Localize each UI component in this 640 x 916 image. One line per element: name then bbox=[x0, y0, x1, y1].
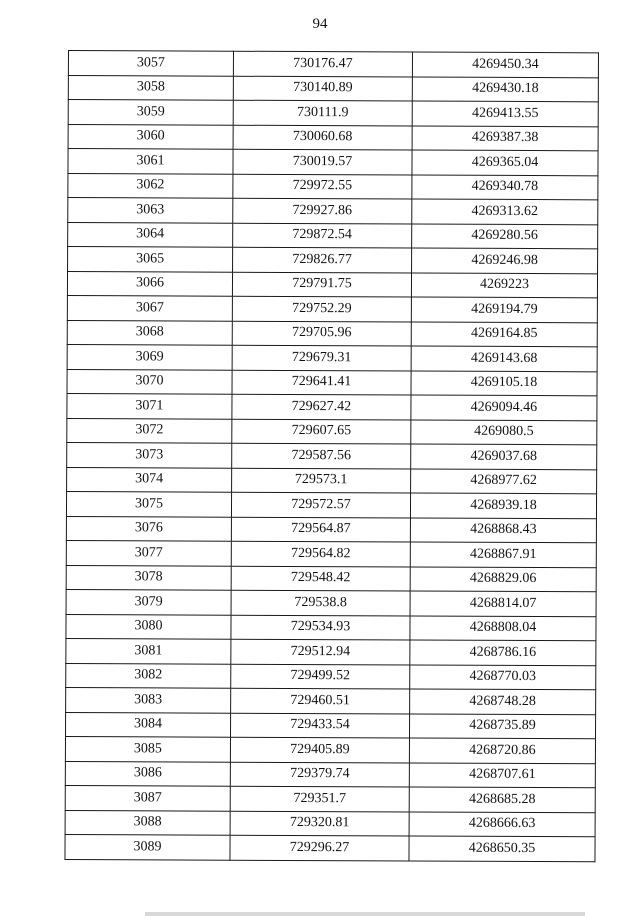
y-coordinate-cell: 4269387.38 bbox=[412, 126, 598, 151]
y-coordinate-cell: 4268650.35 bbox=[409, 836, 595, 861]
x-coordinate-cell: 730111.9 bbox=[233, 100, 412, 125]
table-row bbox=[66, 589, 596, 616]
point-number-cell: 3086 bbox=[65, 761, 230, 786]
x-coordinate-cell: 729564.82 bbox=[231, 541, 410, 566]
table-row bbox=[67, 295, 597, 322]
x-coordinate-cell: 730019.57 bbox=[233, 149, 412, 174]
y-coordinate-cell: 4269430.18 bbox=[412, 77, 598, 102]
page-number: 94 bbox=[312, 16, 328, 32]
point-number-cell: 3077 bbox=[66, 540, 231, 565]
point-number-cell: 3087 bbox=[65, 785, 230, 810]
table-row bbox=[68, 149, 598, 176]
table-row bbox=[66, 663, 596, 690]
point-number-cell: 3082 bbox=[66, 663, 231, 688]
table-row bbox=[65, 810, 595, 837]
x-coordinate-cell: 730060.68 bbox=[233, 125, 412, 150]
y-coordinate-cell: 4269080.5 bbox=[411, 419, 597, 444]
point-number-cell: 3070 bbox=[67, 369, 232, 394]
table-row bbox=[67, 467, 597, 494]
x-coordinate-cell: 729564.87 bbox=[231, 517, 410, 542]
point-number-cell: 3072 bbox=[67, 418, 232, 443]
y-coordinate-cell: 4268720.86 bbox=[409, 738, 595, 763]
y-coordinate-cell: 4269094.46 bbox=[411, 395, 597, 420]
point-number-cell: 3089 bbox=[65, 834, 230, 859]
table-row bbox=[65, 761, 595, 788]
x-coordinate-cell: 729705.96 bbox=[232, 321, 411, 346]
table-row bbox=[68, 75, 598, 102]
point-number-cell: 3064 bbox=[68, 222, 233, 247]
point-number-cell: 3067 bbox=[67, 295, 232, 320]
table-row bbox=[66, 540, 596, 567]
y-coordinate-cell: 4269365.04 bbox=[412, 150, 598, 175]
coordinates-table bbox=[64, 50, 599, 862]
table-row bbox=[66, 491, 596, 518]
point-number-cell: 3084 bbox=[66, 712, 231, 737]
x-coordinate-cell: 729872.54 bbox=[233, 223, 412, 248]
point-number-cell: 3081 bbox=[66, 638, 231, 663]
point-number-cell: 3063 bbox=[68, 198, 233, 223]
x-coordinate-cell: 729927.86 bbox=[233, 198, 412, 223]
x-coordinate-cell: 729679.31 bbox=[232, 345, 411, 370]
y-coordinate-cell: 4269413.55 bbox=[412, 101, 598, 126]
point-number-cell: 3061 bbox=[68, 149, 233, 174]
point-number-cell: 3058 bbox=[68, 75, 233, 100]
y-coordinate-cell: 4268707.61 bbox=[409, 762, 595, 787]
point-number-cell: 3057 bbox=[68, 51, 233, 76]
x-coordinate-cell: 729405.89 bbox=[230, 737, 409, 762]
x-coordinate-cell: 729351.7 bbox=[230, 786, 409, 811]
y-coordinate-cell: 4268814.07 bbox=[410, 591, 596, 616]
table-row bbox=[68, 100, 598, 127]
x-coordinate-cell: 730140.89 bbox=[233, 76, 412, 101]
x-coordinate-cell: 729972.55 bbox=[233, 174, 412, 199]
x-coordinate-cell: 729607.65 bbox=[232, 419, 411, 444]
point-number-cell: 3085 bbox=[65, 736, 230, 761]
point-number-cell: 3080 bbox=[66, 614, 231, 639]
y-coordinate-cell: 4269340.78 bbox=[412, 175, 598, 200]
y-coordinate-cell: 4269194.79 bbox=[411, 297, 597, 322]
x-coordinate-cell: 729572.57 bbox=[231, 492, 410, 517]
x-coordinate-cell: 729791.75 bbox=[232, 272, 411, 297]
table-row bbox=[68, 51, 598, 78]
point-number-cell: 3065 bbox=[68, 247, 233, 272]
y-coordinate-cell: 4268868.43 bbox=[410, 517, 596, 542]
table-row bbox=[68, 124, 598, 151]
y-coordinate-cell: 4268977.62 bbox=[411, 468, 597, 493]
table-row bbox=[66, 565, 596, 592]
y-coordinate-cell: 4268829.06 bbox=[410, 566, 596, 591]
y-coordinate-cell: 4269280.56 bbox=[412, 224, 598, 249]
y-coordinate-cell: 4269450.34 bbox=[412, 52, 598, 77]
x-coordinate-cell: 729826.77 bbox=[233, 247, 412, 272]
table-row bbox=[68, 198, 598, 225]
y-coordinate-cell: 4268666.63 bbox=[409, 811, 595, 836]
point-number-cell: 3088 bbox=[65, 810, 230, 835]
table-row bbox=[66, 638, 596, 665]
y-coordinate-cell: 4269246.98 bbox=[412, 248, 598, 273]
y-coordinate-cell: 4269313.62 bbox=[412, 199, 598, 224]
point-number-cell: 3062 bbox=[68, 173, 233, 198]
point-number-cell: 3060 bbox=[68, 124, 233, 149]
x-coordinate-cell: 729573.1 bbox=[232, 468, 411, 493]
table-row bbox=[68, 173, 598, 200]
table-row bbox=[66, 712, 596, 739]
x-coordinate-cell: 729499.52 bbox=[231, 664, 410, 689]
y-coordinate-cell: 4268808.04 bbox=[410, 615, 596, 640]
x-coordinate-cell: 729641.41 bbox=[232, 370, 411, 395]
table-row bbox=[67, 271, 597, 298]
x-coordinate-cell: 729627.42 bbox=[232, 394, 411, 419]
y-coordinate-cell: 4269143.68 bbox=[411, 346, 597, 371]
table-row bbox=[65, 834, 595, 861]
table-row bbox=[67, 369, 597, 396]
x-coordinate-cell: 729379.74 bbox=[230, 762, 409, 787]
point-number-cell: 3076 bbox=[66, 516, 231, 541]
point-number-cell: 3078 bbox=[66, 565, 231, 590]
y-coordinate-cell: 4268748.28 bbox=[410, 689, 596, 714]
point-number-cell: 3083 bbox=[66, 687, 231, 712]
table-row bbox=[67, 320, 597, 347]
x-coordinate-cell: 730176.47 bbox=[233, 51, 412, 76]
x-coordinate-cell: 729296.27 bbox=[230, 835, 409, 860]
table-row bbox=[67, 442, 597, 469]
y-coordinate-cell: 4268939.18 bbox=[410, 493, 596, 518]
table-row bbox=[68, 247, 598, 274]
point-number-cell: 3059 bbox=[68, 100, 233, 125]
x-coordinate-cell: 729752.29 bbox=[232, 296, 411, 321]
point-number-cell: 3069 bbox=[67, 344, 232, 369]
table-row bbox=[65, 736, 595, 763]
point-number-cell: 3073 bbox=[67, 442, 232, 467]
y-coordinate-cell: 4269164.85 bbox=[411, 322, 597, 347]
y-coordinate-cell: 4268770.03 bbox=[410, 664, 596, 689]
table-row bbox=[67, 344, 597, 371]
table-row bbox=[68, 222, 598, 249]
x-coordinate-cell: 729538.8 bbox=[231, 590, 410, 615]
point-number-cell: 3075 bbox=[66, 491, 231, 516]
y-coordinate-cell: 4268735.89 bbox=[410, 713, 596, 738]
x-coordinate-cell: 729320.81 bbox=[230, 811, 409, 836]
y-coordinate-cell: 4269223 bbox=[411, 273, 597, 298]
table-row bbox=[66, 614, 596, 641]
point-number-cell: 3079 bbox=[66, 589, 231, 614]
y-coordinate-cell: 4268685.28 bbox=[409, 787, 595, 812]
table-row bbox=[66, 516, 596, 543]
x-coordinate-cell: 729512.94 bbox=[231, 639, 410, 664]
x-coordinate-cell: 729460.51 bbox=[231, 688, 410, 713]
y-coordinate-cell: 4268867.91 bbox=[410, 542, 596, 567]
x-coordinate-cell: 729548.42 bbox=[231, 566, 410, 591]
x-coordinate-cell: 729587.56 bbox=[232, 443, 411, 468]
table-row bbox=[65, 785, 595, 812]
y-coordinate-cell: 4268786.16 bbox=[410, 640, 596, 665]
y-coordinate-cell: 4269105.18 bbox=[411, 371, 597, 396]
x-coordinate-cell: 729433.54 bbox=[231, 713, 410, 738]
point-number-cell: 3074 bbox=[67, 467, 232, 492]
x-coordinate-cell: 729534.93 bbox=[231, 615, 410, 640]
point-number-cell: 3066 bbox=[67, 271, 232, 296]
table-row bbox=[67, 393, 597, 420]
point-number-cell: 3071 bbox=[67, 393, 232, 418]
scan-edge-shadow bbox=[145, 912, 585, 916]
table-row bbox=[67, 418, 597, 445]
point-number-cell: 3068 bbox=[67, 320, 232, 345]
y-coordinate-cell: 4269037.68 bbox=[411, 444, 597, 469]
table-body bbox=[65, 51, 599, 862]
table-row bbox=[66, 687, 596, 714]
